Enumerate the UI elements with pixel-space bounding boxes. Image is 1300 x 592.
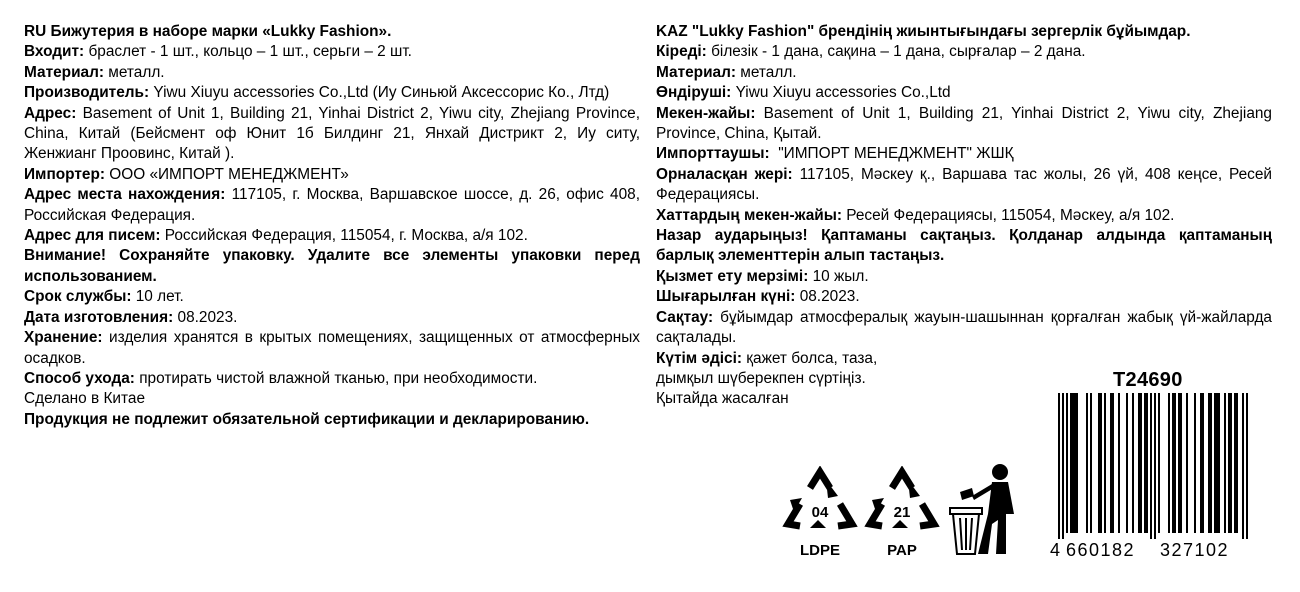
barcode-bar <box>1112 393 1114 533</box>
barcode-bar <box>1228 393 1230 533</box>
barcode-bar <box>1150 393 1152 539</box>
ru-location: Адрес места нахождения: 117105, г. Москва, Варшавское шоссе, д. 26, офис 408, Российская Федерация. <box>24 186 640 224</box>
barcode-bar <box>1132 393 1134 533</box>
barcode-bar <box>1074 393 1076 533</box>
ru-manufacturer: Производитель: Yiwu Xiuyu accessories Co.,Ltd (Иу Синьюй Аксессорис Ко., Лтд) <box>24 84 610 102</box>
kz-importer: Импорттаушы: "ИМПОРТ МЕНЕДЖМЕНТ" ЖШҚ <box>656 145 1014 163</box>
barcode-bar <box>1086 393 1088 533</box>
barcode-bar <box>1158 393 1160 533</box>
kz-date: Шығарылған күні: 08.2023. <box>656 288 860 306</box>
kz-origin: Қытайда жасалған <box>656 390 789 408</box>
ru-cert: Продукция не подлежит обязательной сертификации и декларированию. <box>24 410 590 428</box>
barcode-bar <box>1208 393 1210 533</box>
barcode-bar <box>1180 393 1182 533</box>
kz-care: Күтім әдісі: қажет болса, таза, <box>656 349 878 367</box>
recycle-label: LDPE <box>799 542 841 558</box>
barcode-bar <box>1214 393 1216 533</box>
barcode-bar <box>1118 393 1120 533</box>
barcode-bar <box>1230 393 1232 533</box>
ru-date: Дата изготовления: 08.2023. <box>24 308 238 326</box>
barcode-bar <box>1168 393 1170 533</box>
ru-mail: Адрес для писем: Российская Федерация, 115054, г. Москва, а/я 102. <box>24 227 528 245</box>
barcode-left-group: 660182 <box>1066 540 1136 560</box>
kz-life: Қызмет ету мерзімі: 10 жыл. <box>656 267 869 285</box>
kz-address: Мекен-жайы: Basement of Unit 1, Building 21, Yinhai District 2, Yiwu city, Zhejiang Province, China, Қытай. <box>656 104 1272 143</box>
sku-code: T24690 <box>1113 369 1183 391</box>
tidyman-bin-icon <box>944 462 1024 558</box>
kz-warning: Назар аударыңыз! Қаптаманы сақтаңыз. Қолданар алдында қаптаманың барлық элементтерін алып тастаңыз. <box>656 227 1272 265</box>
barcode-bar <box>1200 393 1202 533</box>
kazakh-text-block <box>656 22 1272 410</box>
kz-care-cont: дымқыл шүберекпен сүртіңіз. <box>656 369 866 387</box>
barcode-bar <box>1210 393 1212 533</box>
barcode-bar <box>1242 393 1244 539</box>
ru-includes: Входит: браслет - 1 шт., кольцо – 1 шт., серьги – 2 шт. <box>24 43 412 61</box>
barcode-bar <box>1172 393 1174 533</box>
barcode-bar <box>1076 393 1078 533</box>
kz-manufacturer: Өндіруші: Yiwu Xiuyu accessories Co.,Ltd <box>656 84 951 102</box>
barcode-bar <box>1146 393 1148 533</box>
ru-origin: Сделано в Китае <box>24 390 146 408</box>
recycle-pap-icon <box>862 466 942 558</box>
barcode-bar <box>1218 393 1220 533</box>
barcode-bar <box>1246 393 1248 539</box>
kz-material: Материал: металл. <box>656 63 797 81</box>
recycle-code: 04 <box>811 504 829 521</box>
barcode-bar <box>1104 393 1106 533</box>
barcode-bar <box>1186 393 1188 533</box>
ru-warning: Внимание! Сохраняйте упаковку. Удалите все элементы упаковки перед использованием. <box>24 247 640 285</box>
ru-care: Способ ухода: протирать чистой влажной тканью, при необходимости. <box>24 369 538 387</box>
ru-life: Срок службы: 10 лет. <box>24 288 184 306</box>
kz-mail: Хаттардың мекен-жайы: Ресей Федерациясы, 115054, Мәскеу, а/я 102. <box>656 206 1175 224</box>
barcode-bar <box>1140 393 1142 533</box>
barcode-bar <box>1174 393 1176 533</box>
barcode-bar <box>1216 393 1218 533</box>
barcode-bar <box>1194 393 1196 533</box>
barcode-bar <box>1234 393 1236 533</box>
russian-text-block <box>24 22 640 430</box>
recycle-label: PAP <box>887 542 917 558</box>
recycle-code: 21 <box>893 504 911 521</box>
barcode-bar <box>1070 393 1072 533</box>
barcode-bar <box>1178 393 1180 533</box>
barcode-bar <box>1154 393 1156 539</box>
barcode-bar <box>1202 393 1204 533</box>
kz-title: KAZ "Lukky Fashion" брендінің жиынтығындағы зергерлік бұйымдар. <box>656 23 1191 40</box>
barcode-ean13 <box>1050 393 1250 541</box>
recycle-ldpe-icon <box>780 466 860 558</box>
ru-importer: Импортер: ООО «ИМПОРТ МЕНЕДЖМЕНТ» <box>24 165 349 183</box>
ru-address: Адрес: Basement of Unit 1, Building 21, Yinhai District 2, Yiwu city, Zhejiang Province, China, Китай (Бейсмент оф Юнит 1б Билдинг 21, Янхай Дистрикт 2, Иу ситу, Женжианг Проовинс, Китай ). <box>24 104 641 163</box>
barcode-bar <box>1126 393 1128 533</box>
ru-material: Материал: металл. <box>24 63 165 81</box>
barcode-right-group: 327102 <box>1160 540 1230 560</box>
barcode-bar <box>1100 393 1102 533</box>
barcode-bar <box>1110 393 1112 533</box>
barcode-bar <box>1236 393 1238 533</box>
ru-title: RU Бижутерия в наборе марки «Lukky Fashion». <box>24 23 392 40</box>
kz-includes: Кіреді: білезік - 1 дана, сақина – 1 дана, сырғалар – 2 дана. <box>656 43 1086 61</box>
barcode-lead-digit: 4 <box>1050 540 1061 560</box>
kz-location: Орналасқан жері: 117105, Мәскеу қ., Варшава тас жолы, 26 үй, 408 кеңсе, Ресей Федерациясы. <box>656 165 1273 204</box>
barcode-bar <box>1072 393 1074 533</box>
barcode-bar <box>1058 393 1060 539</box>
barcode-bar <box>1062 393 1064 539</box>
barcode-bar <box>1138 393 1140 533</box>
barcode-bar <box>1090 393 1092 533</box>
barcode-bar <box>1098 393 1100 533</box>
barcode-bar <box>1144 393 1146 533</box>
ru-storage: Хранение: изделия хранятся в крытых помещениях, защищенных от атмосферных осадков. <box>24 329 640 367</box>
kz-storage: Сақтау: бұйымдар атмосфералық жауын-шашыннан қорғалған жабық үй-жайларда сақталады. <box>656 308 1272 347</box>
barcode-bar <box>1066 393 1068 533</box>
barcode-bar <box>1224 393 1226 533</box>
